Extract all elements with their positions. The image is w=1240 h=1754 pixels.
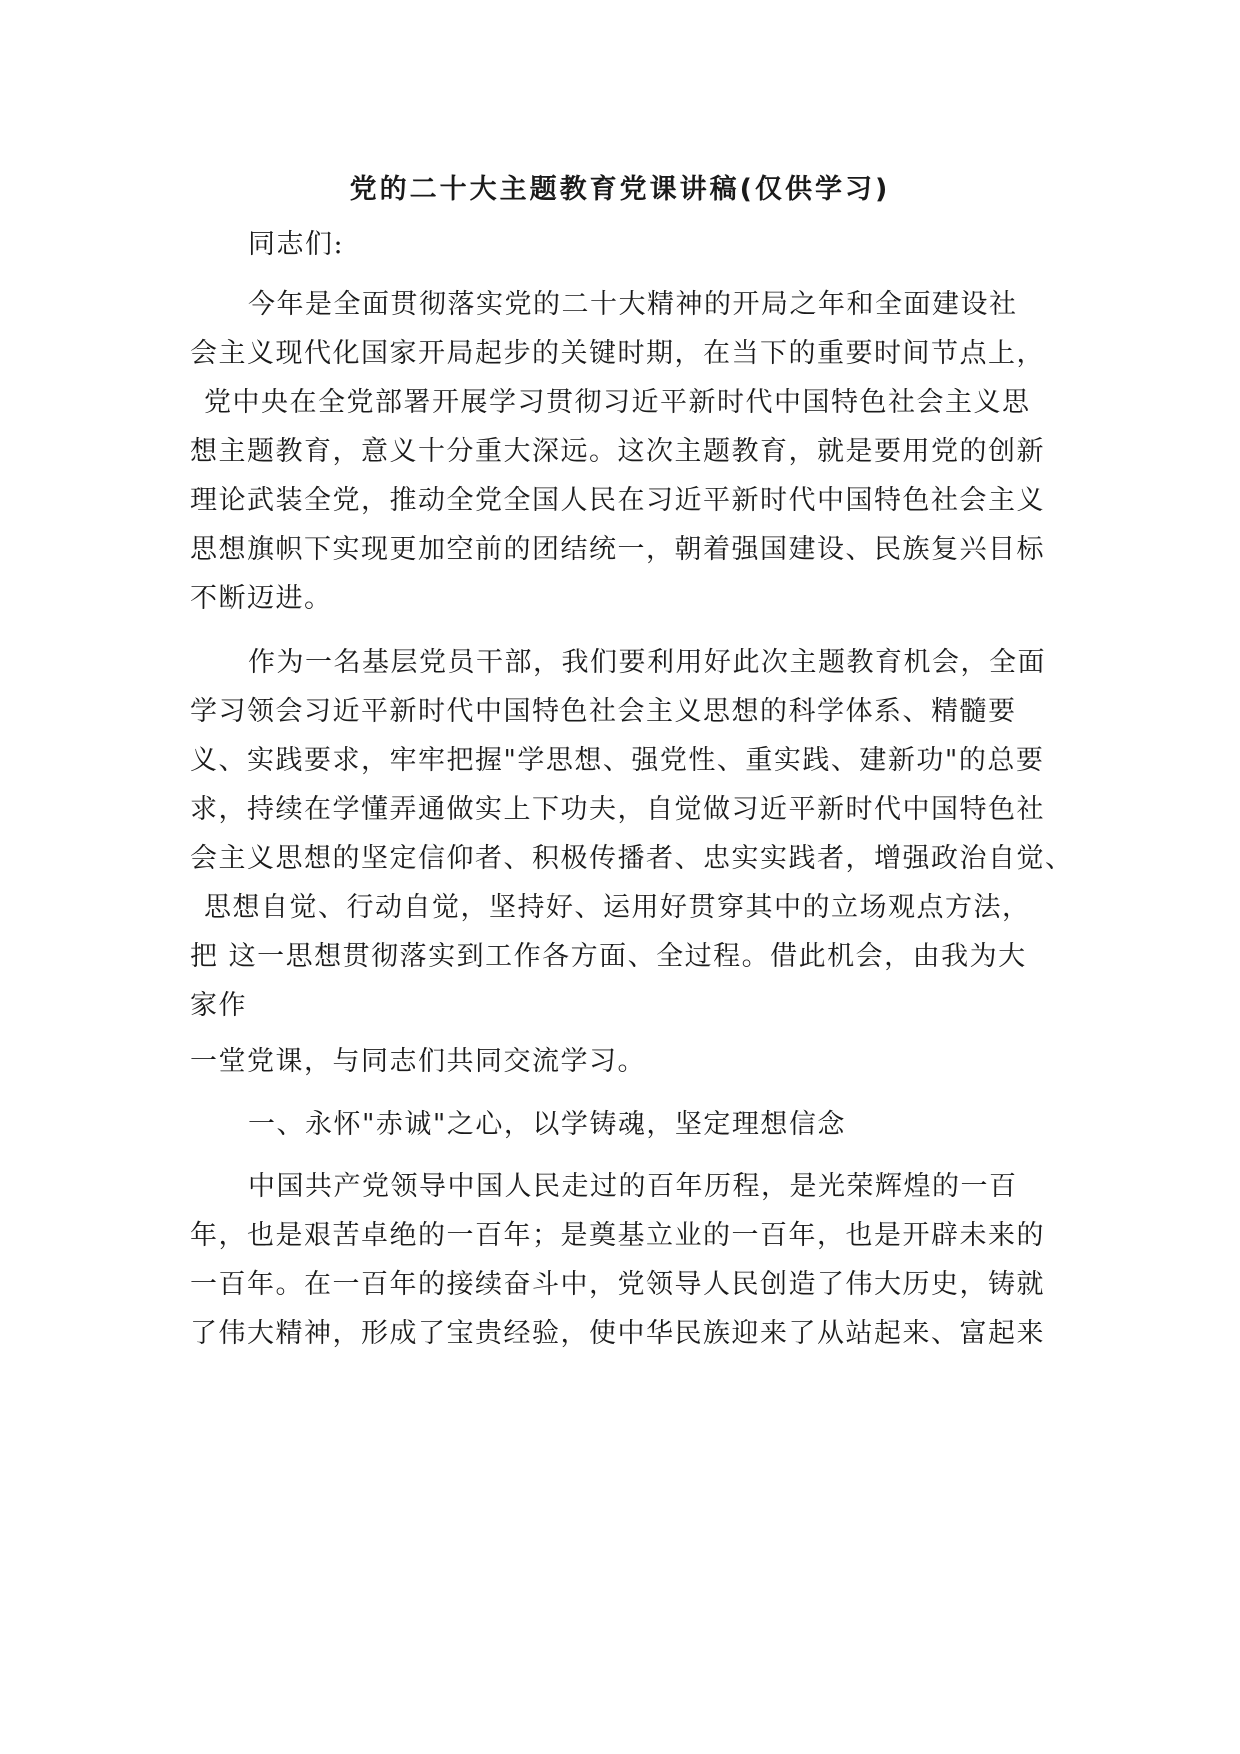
section-heading: 一、永怀"赤诚"之心，以学铸魂，坚定理想信念 [248, 1109, 846, 1140]
paragraph-line: 义、实践要求，牢牢把握"学思想、强党性、重实践、建新功"的总要 [190, 745, 1045, 776]
paragraph-line: 一堂党课，与同志们共同交流学习。 [190, 1046, 646, 1077]
paragraph-line: 理论武装全党，推动全党全国人民在习近平新时代中国特色社会主义 [190, 485, 1045, 516]
document-title: 党的二十大主题教育党课讲稿(仅供学习) [349, 174, 891, 205]
paragraph-line: 今年是全面贯彻落实党的二十大精神的开局之年和全面建设社 [248, 289, 1018, 320]
paragraph-line: 作为一名基层党员干部，我们要利用好此次主题教育机会，全面 [248, 647, 1046, 678]
paragraph-line: 学习领会习近平新时代中国特色社会主义思想的科学体系、精髓要 [190, 696, 1017, 727]
paragraph-line: 思想自觉、行动自觉，坚持好、运用好贯穿其中的立场观点方法， [204, 892, 1031, 923]
paragraph-line: 党中央在全党部署开展学习贯彻习近平新时代中国特色社会主义思 [204, 387, 1031, 418]
paragraph-line: 会主义思想的坚定信仰者、积极传播者、忠实实践者，增强政治自觉、 [190, 843, 1074, 874]
paragraph-line: 会主义现代化国家开局起步的关键时期，在当下的重要时间节点上， [190, 338, 1045, 369]
paragraph-line: 不断迈进。 [190, 583, 333, 614]
paragraph-line: 中国共产党领导中国人民走过的百年历程，是光荣辉煌的一百 [248, 1171, 1018, 1202]
paragraph-line: 年，也是艰苦卓绝的一百年；是奠基立业的一百年，也是开辟未来的 [190, 1220, 1045, 1251]
paragraph-line: 家作 [190, 990, 247, 1021]
paragraph-line: 把 这一思想贯彻落实到工作各方面、全过程。借此机会，由我为大 [190, 941, 1027, 972]
paragraph-line: 思想旗帜下实现更加空前的团结统一，朝着强国建设、民族复兴目标 [190, 534, 1045, 565]
paragraph-line: 想主题教育，意义十分重大深远。这次主题教育，就是要用党的创新 [190, 436, 1045, 467]
paragraph-line: 了伟大精神，形成了宝贵经验，使中华民族迎来了从站起来、富起来 [190, 1318, 1045, 1349]
paragraph-line: 求，持续在学懂弄通做实上下功夫，自觉做习近平新时代中国特色社 [190, 794, 1045, 825]
paragraph-line: 一百年。在一百年的接续奋斗中，党领导人民创造了伟大历史，铸就 [190, 1269, 1045, 1300]
greeting: 同志们: [248, 229, 345, 260]
